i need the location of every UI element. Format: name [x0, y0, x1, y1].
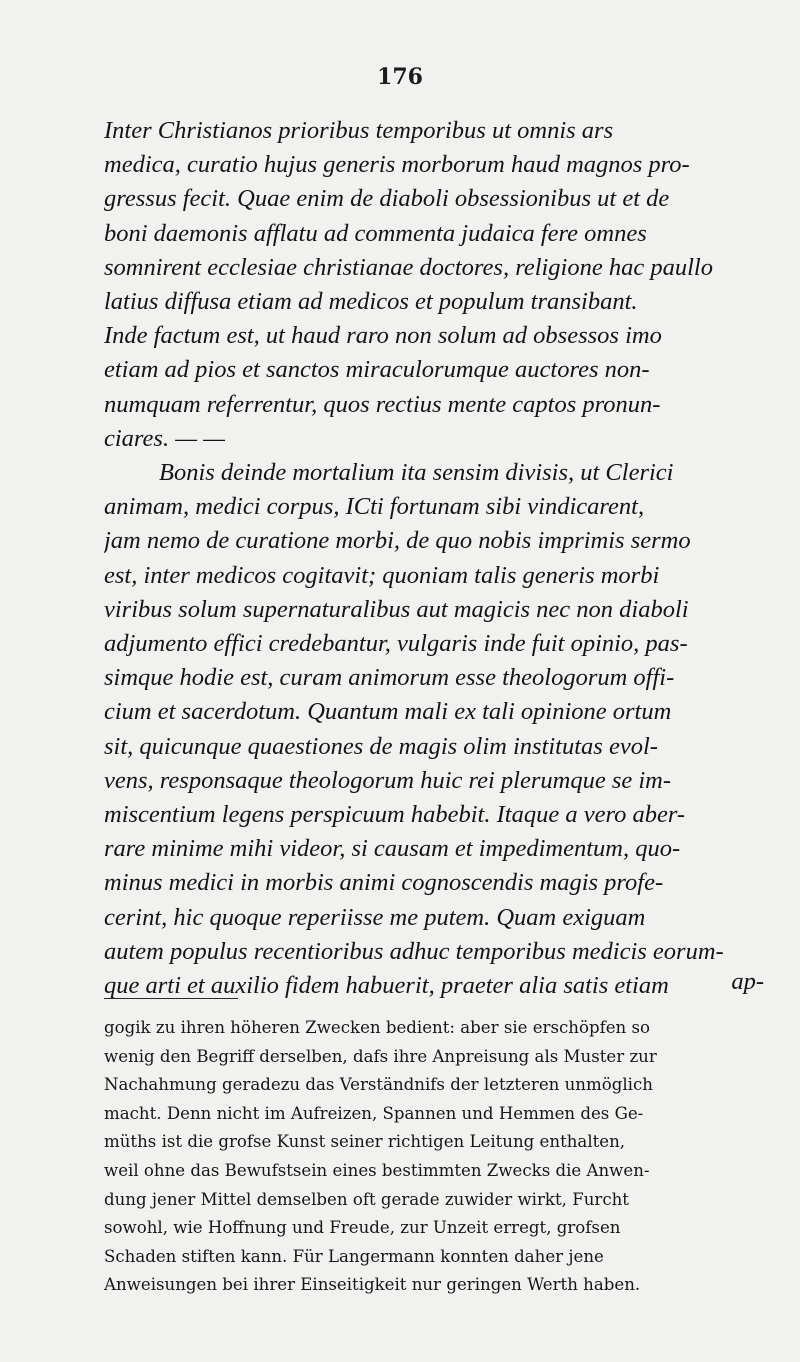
footnote-line: gogik zu ihren höheren Zwecken bedient: aber sie erschöpfen so	[104, 1018, 651, 1037]
footnote-line: Schaden stiften kann. Für Langermann konnten daher jene	[104, 1246, 604, 1266]
footnote-line: müths ist die grofse Kunst seiner richtigen Leitung enthalten,	[104, 1132, 626, 1152]
text-line: latius diffusa etiam ad medicos et populum transibant.	[104, 288, 638, 316]
footnote-text-german	[104, 1014, 766, 1300]
footnote-rule	[104, 998, 238, 999]
text-line: viribus solum supernaturalibus aut magicis nec non diaboli	[104, 595, 689, 623]
text-line: numquam referrentur, quos rectius mente captos pronun-	[104, 390, 661, 418]
text-line: Bonis deinde mortalium ita sensim divisis, ut Clerici	[159, 459, 674, 487]
text-line: autem populus recentioribus adhuc temporibus medicis eorum-	[104, 937, 724, 965]
text-line: simque hodie est, curam animorum esse theologorum offi-	[104, 664, 675, 692]
text-line: cium et sacerdotum. Quantum mali ex tali opinione ortum	[104, 698, 672, 726]
footnote-line: sowohl, wie Hoffnung und Freude, zur Unzeit erregt, grofsen	[104, 1218, 621, 1238]
text-line: rare minime mihi videor, si causam et impedimentum, quo-	[104, 835, 681, 863]
text-line: miscentium legens perspicuum habebit. Itaque a vero aber-	[104, 801, 686, 829]
text-line: adjumento effici credebantur, vulgaris inde fuit opinio, pas-	[104, 630, 688, 658]
footnote-line: Nachahmung geradezu das Verständnifs der letzteren unmöglich	[104, 1075, 653, 1095]
text-line: sit, quicunque quaestiones de magis olim institutas evol-	[104, 732, 658, 760]
text-line: vens, responsaque theologorum huic rei plerumque se im-	[104, 766, 672, 794]
text-line: medica, curatio hujus generis morborum haud magnos pro-	[104, 151, 690, 179]
footnote-line: Anweisungen bei ihrer Einseitigkeit nur geringen Werth haben.	[104, 1275, 641, 1295]
text-line: etiam ad pios et sanctos miraculorumque auctores non-	[104, 356, 650, 384]
text-line: ciares. — —	[104, 424, 225, 452]
main-text-latin	[104, 114, 764, 1003]
footnote-line: wenig den Begriff derselben, dafs ihre Anpreisung als Muster zur	[104, 1046, 657, 1066]
text-line: jam nemo de curatione morbi, de quo nobis imprimis sermo	[104, 527, 691, 555]
page-number: 176	[377, 64, 423, 90]
catchword: ap-	[731, 968, 764, 995]
footnote-line: weil ohne das Bewufstsein eines bestimmten Zwecks die Anwen-	[104, 1160, 650, 1180]
catchword-row	[104, 968, 764, 1002]
text-line: minus medici in morbis animi cognoscendis magis profe-	[104, 869, 664, 897]
text-line: Inter Christianos prioribus temporibus ut omnis ars	[104, 117, 614, 144]
text-line: somnirent ecclesiae christianae doctores, religione hac paullo	[104, 253, 713, 281]
text-line: Inde factum est, ut haud raro non solum ad obsessos imo	[104, 322, 662, 350]
text-line: cerint, hic quoque reperiisse me putem. Quam exiguam	[104, 903, 646, 931]
text-line: est, inter medicos cogitavit; quoniam talis generis morbi	[104, 561, 660, 589]
text-line: que arti et auxilio fidem habuerit, praeter alia satis etiam	[104, 972, 669, 1000]
footnote-line: macht. Denn nicht im Aufreizen, Spannen und Hemmen des Ge-	[104, 1103, 644, 1123]
footnote-line: dung jener Mittel demselben oft gerade zuwider wirkt, Furcht	[104, 1189, 629, 1209]
text-line: gressus fecit. Quae enim de diaboli obsessionibus ut et de	[104, 185, 670, 213]
text-line: boni daemonis afflatu ad commenta judaica fere omnes	[104, 219, 647, 247]
text-line: animam, medici corpus, ICti fortunam sibi vindicarent,	[104, 493, 645, 521]
